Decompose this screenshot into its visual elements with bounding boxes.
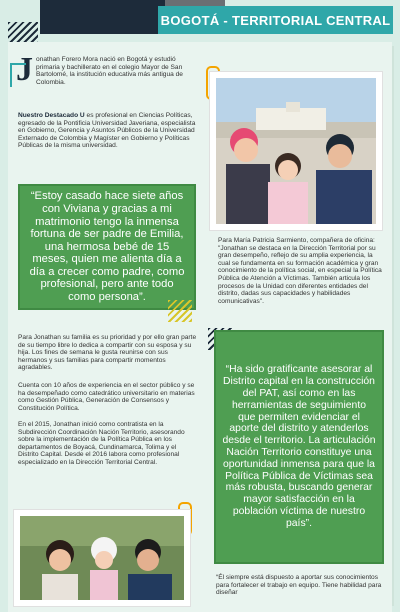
photo-family-plaza [210,72,382,230]
closing-paragraph: “Él siempre está dispuesto a aportar sus conocimientos para fortalecer el trabajo en equipo. Tiene habilidad para diseñar [216,574,382,597]
header-hatch-decoration [8,22,38,42]
dropcap-letter: J [16,51,33,88]
region-label: BOGOTÁ - TERRITORIAL CENTRAL [160,12,391,28]
photo-family-celebration [14,510,190,606]
quote-box-pat [214,330,384,564]
header-dark-band [40,0,165,34]
family-paragraph-1: Para Jonathan su familia es su prioridad y por ello gran parte de su tiempo libre lo dedica a compartir con su esposa y su hija. Los fines de semana le gusta reunirse con sus hermanos y sus familias para compartir momentos agradables. [18,334,197,372]
region-banner [158,6,393,34]
quote-box-family [18,184,196,310]
quote-text-family: “Estoy casado hace siete años con Viviana y gracias a mi matrimonio tengo la inmensa fortuna de ser padre de Emilia, una hermosa bebé de 15 meses, quien me alienta día a día a crecer como padre, como profesional, pero ante todo como persona”. [29,190,185,304]
family-photo-illustration [216,78,376,224]
intro-paragraph-1: onathan Forero Mora nació en Bogotá y estudió primaria y bachillerato en el colegio Mayor de San Bartolomé, la institución educativa más antigua de Colombia. [36,56,183,86]
family-paragraph-2: Cuenta con 10 años de experiencia en el sector público y se ha desempeñado como catedrático universitario en materias como Gestión Pública, Generación de Consensos y Constitución Política. [18,382,195,412]
quote-text-pat: “Ha sido gratificante asesorar al Distrito capital en la construcción del PAT, así como en las herramientas de seguimiento que permiten evidenciar el aporte del distrito y atenderlos desde el territorio. La articulación Nación Territorio constituye una oportunidad inmensa para que la Política Pública de Víctimas sea más robusta, buscando generar mayor satisfacción en la población víctima de nuestro país”. [222,364,376,529]
hatch-decoration-yellow [168,300,192,322]
supervisor-paragraph: Para María Patricia Sarmiento, compañera de oficina: "Jonathan se destaca en la Dirección Territorial por su gran desempeño, reflejo de su amplia experiencia, la cual se fundamenta en su formación académica y gran conocimiento de la política social, en especial la Política Pública de Atención a Víctimas. También articula los procesos de la Unidad con diferentes entidades del distrito, dadas sus capacidades y habilidades comunicativas". [218,237,382,305]
celebration-photo-illustration [20,516,184,600]
intro-paragraph-2: Nuestro Destacado U es profesional en Ciencias Políticas, egresado de la Pontificia Universidad Javeriana, especialista en Gobierno, Gerencia y Asuntos Públicos de la Universidad Externado de Colombia y Magíster en Gobierno y Políticas Públicas de la misma universidad. [18,112,196,150]
family-paragraph-3: En el 2015, Jonathan inició como contratista en la Subdirección Coordinación Nación Territorio, asesorando sobre la implementación de la Política Pública en los departamentos de Boyacá, Cundinamarca, Tolima y el Distrito Capital. Desde el 2016 labora como profesional especializado en la Dirección Territorial Central. [18,421,185,466]
